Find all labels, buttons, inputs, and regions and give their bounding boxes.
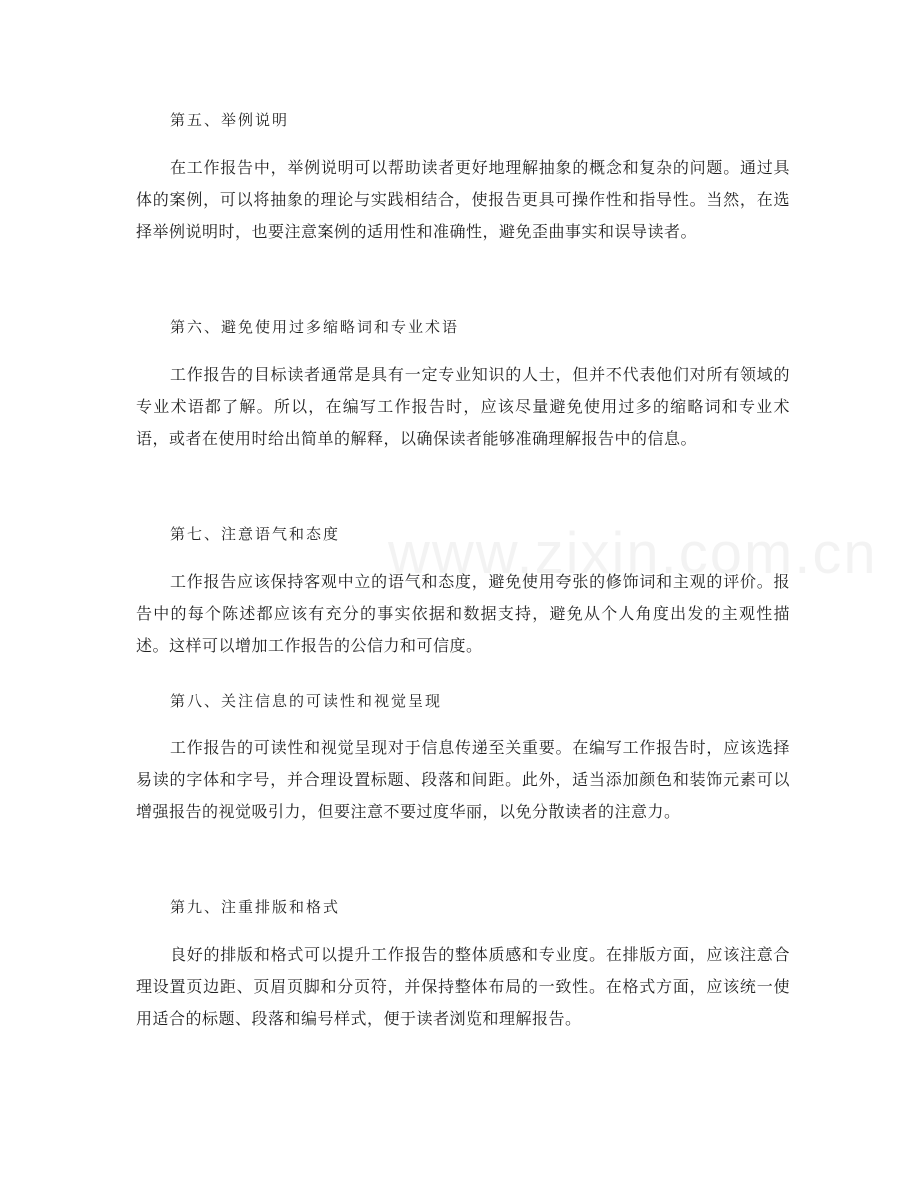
section-paragraph-5: 在工作报告中，举例说明可以帮助读者更好地理解抽象的概念和复杂的问题。通过具体的案例，可以将抽象的理论与实践相结合，使报告更具可操作性和指导性。当然，在选择举例说明时，也要注意案例的适用性和准确性，避免歪曲事实和误导读者。 — [136, 158, 790, 241]
section-heading-7: 第七、注意语气和态度 — [170, 525, 341, 543]
section-paragraph-9: 良好的排版和格式可以提升工作报告的整体质感和专业度。在排版方面，应该注意合理设置页边距、页眉页脚和分页符，并保持整体布局的一致性。在格式方面，应该统一使用适合的标题、段落和编号样式，便于读者浏览和理解报告。 — [136, 945, 790, 1028]
section-heading-8: 第八、关注信息的可读性和视觉呈现 — [170, 692, 443, 710]
section-heading-5: 第五、举例说明 — [170, 111, 290, 129]
section-heading-6: 第六、避免使用过多缩略词和专业术语 — [170, 318, 460, 336]
section-paragraph-7: 工作报告应该保持客观中立的语气和态度，避免使用夸张的修饰词和主观的评价。报告中的每个陈述都应该有充分的事实依据和数据支持，避免从个人角度出发的主观性描述。这样可以增加工作报告的公信力和可信度。 — [136, 572, 790, 655]
section-paragraph-8: 工作报告的可读性和视觉呈现对于信息传递至关重要。在编写工作报告时，应该选择易读的字体和字号，并合理设置标题、段落和间距。此外，适当添加颜色和装饰元素可以增强报告的视觉吸引力，但要注意不要过度华丽，以免分散读者的注意力。 — [136, 738, 790, 821]
section-paragraph-6: 工作报告的目标读者通常是具有一定专业知识的人士，但并不代表他们对所有领域的专业术语都了解。所以，在编写工作报告时，应该尽量避免使用过多的缩略词和专业术语，或者在使用时给出简单的解释，以确保读者能够准确理解报告中的信息。 — [136, 365, 790, 448]
section-heading-9: 第九、注重排版和格式 — [170, 898, 341, 916]
